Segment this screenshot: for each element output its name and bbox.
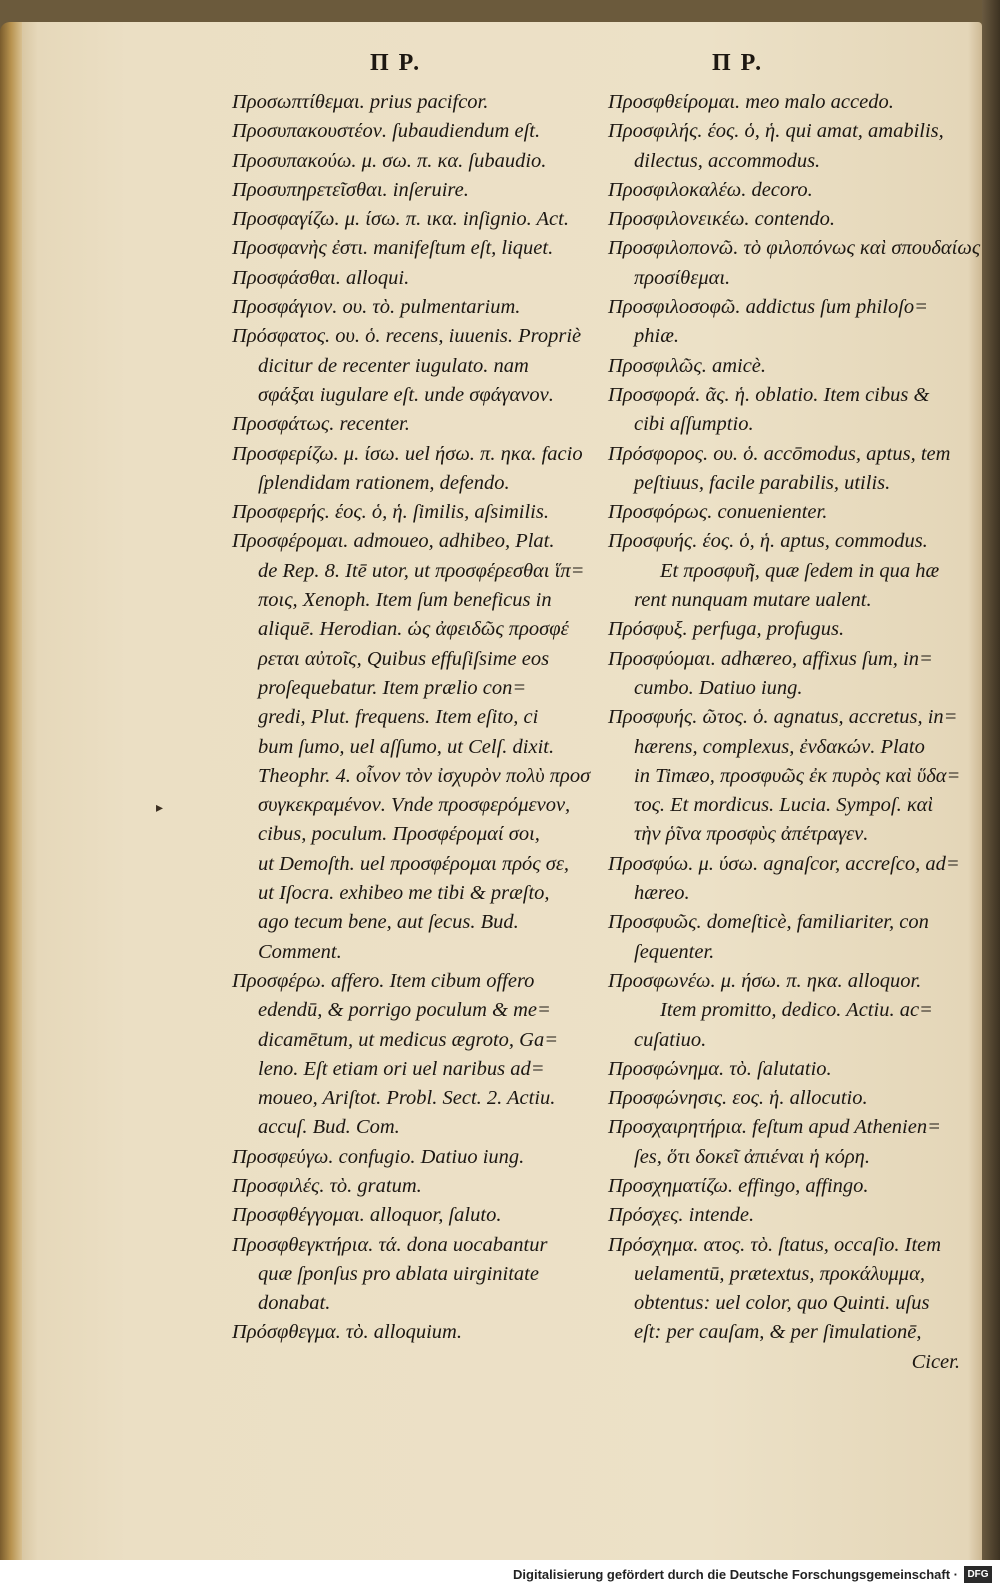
dictionary-entry-line: Πρόσχες. intende. [608,1204,755,1227]
right-column [608,88,981,1377]
entry-continuation-line: proſequebatur. Item prælio con= [258,676,527,699]
dictionary-entry-line: Προσφαγίζω. μ. ίσω. π. ικα. inſignio. Act. [232,208,569,231]
entry-continuation-line: hærens, complexus, ἐνδακών. Plato [634,735,925,758]
dictionary-entry-line: Προσφάγιον. ου. τὸ. pulmentarium. [232,296,521,319]
dictionary-entry-line: Προσφθέγγομαι. alloquor, ſaluto. [232,1204,502,1227]
entry-continuation-line: ago tecum bene, aut ſecus. Bud. [258,911,519,934]
entry-continuation-line: dilectus, accommodus. [634,149,821,172]
dictionary-entry-line: Προσφιλοσοφῶ. addictus ſum philoſo= [608,296,928,319]
dictionary-entry-line: Πρόσφορος. ου. ὁ. accōmodus, aptus, tem [608,442,951,465]
dictionary-entry-line: Προσφυής. έος. ὁ, ἡ. aptus, commodus. [608,530,928,553]
entry-continuation-line: Et προσφυῆ, quæ ſedem in qua hæ [660,559,940,582]
dictionary-entry-line: Προσφιλής. έος. ὁ, ἡ. qui amat, amabilis, [608,120,944,143]
entry-continuation-line: cibus, poculum. Προσφέρομαί σοι, [258,823,540,846]
dictionary-entry-line: Προσφάτως. recenter. [232,413,410,436]
entry-continuation-line: gredi, Plut. frequens. Item eſito, ci [258,706,539,729]
margin-mark: ▸ [156,801,164,816]
dictionary-entry-line: Προσφέρομαι. admoueo, adhibeo, Plat. [232,530,555,553]
entry-continuation-line: uelamentū, prætextus, προκάλυμμα, [634,1262,925,1285]
dictionary-entry-line: Προσφιλοπονῶ. τὸ φιλοπόνως καὶ σπουδαίως [608,237,981,260]
entry-continuation-line: ſplendidam rationem, defendo. [258,471,510,494]
left-column [232,88,591,1348]
entry-continuation-line: συγκεκραμένον. Vnde προσφερόμενον, [258,794,571,817]
dictionary-entry-line: Προσφερής. έος. ὁ, ἡ. ſimilis, aſsimilis. [232,501,549,524]
dictionary-entry-line: Προσφιλοκαλέω. decoro. [608,178,813,201]
dictionary-entry-line: Προσφιλῶς. amicè. [608,354,767,377]
dictionary-entry-line: Προσφύω. μ. ύσω. agnaſcor, accreſco, ad= [608,852,960,875]
dictionary-entry-line: Προσφανὴς ἐστι. manifeſtum eſt, liquet. [232,237,554,260]
entry-continuation-line: obtentus: uel color, quo Quinti. uſus [634,1292,930,1315]
dictionary-entry-line: Προσχαιρητήρια. feſtum apud Athenien= [608,1116,941,1139]
dictionary-entry-line: Προσφερίζω. μ. ίσω. uel ήσω. π. ηκα. facio [232,442,583,465]
entry-continuation-line: προσίθεμαι. [634,266,731,289]
entry-continuation-line: cumbo. Datiuo iung. [634,676,803,699]
entry-continuation-line: ſequenter. [634,940,715,963]
dictionary-entry-line: Προσφύομαι. adhæreo, affixus ſum, in= [608,647,933,670]
dictionary-entry-line: Προσυπακούω. μ. σω. π. κα. ſubaudio. [232,149,547,172]
dictionary-entry-line: Προσωπτίθεμαι. prius pacifcor. [232,91,489,113]
entry-continuation-line: ρεται αὐτοῖς, Quibus effuſiſsime eos [258,647,550,670]
entry-continuation-line: σφάξαι iugulare eſt. unde σφάγανον. [258,383,554,406]
dictionary-entry-line: Προσφώνησις. εος. ἡ. allocutio. [608,1087,868,1110]
dictionary-entry-line: Προσφεύγω. confugio. Datiuo iung. [232,1145,525,1168]
dictionary-entry-line: Πρόσφθεγμα. τὸ. alloquium. [232,1321,462,1344]
dictionary-entry-line: Προσφθεγκτήρια. τά. dona uocabantur [232,1233,548,1256]
entry-continuation-line: donabat. [258,1292,331,1315]
dictionary-entry-line: Προσφυής. ῶτος. ὁ. agnatus, accretus, in= [608,706,958,729]
entry-continuation-line: in Timæo, προσφυῶς ἐκ πυρὸς καὶ ὕδα= [634,764,961,787]
entry-continuation-line: ut Iſocra. exhibeo me tibi & præſto, [258,882,550,905]
dictionary-entry-line: Cicer. [911,1350,960,1373]
entry-continuation-line: Theophr. 4. οἶνον τὸν ἰσχυρὸν πολὺ προσ [258,764,591,787]
dictionary-entry-line: Προσφυῶς. domeſticè, familiariter, con [608,911,929,934]
dictionary-entry-line: Προσφθείρομαι. meo malo accedo. [608,91,894,113]
entry-continuation-line: cuſatiuo. [634,1028,707,1051]
dictionary-entry-line: Προσφιλές. τὸ. gratum. [232,1174,422,1197]
entry-continuation-line: cibi aſſumptio. [634,413,754,436]
entry-continuation-line: ποις, Xenoph. Item ſum beneficus in [258,589,552,612]
page-edge [982,0,1000,1560]
entry-continuation-line: bum ſumo, uel aſſumo, ut Celſ. dixit. [258,735,555,758]
dictionary-entry-line: Προσυπακουστέον. ſubaudiendum eſt. [232,120,541,143]
entry-continuation-line: hæreo. [634,882,690,905]
entry-continuation-line: rent nunquam mutare ualent. [634,589,872,612]
dictionary-entry-line: Προσφάσθαι. alloqui. [232,266,410,289]
entry-continuation-line: de Rep. 8. Itē utor, ut προσφέρεσθαι ἵπ= [258,559,585,582]
footer-credit: Digitalisierung gefördert durch die Deutsche Forschungsgemeinschaft · [513,1567,958,1582]
footer-bar [0,1560,1000,1592]
entry-continuation-line: ut Demoſth. uel προσφέρομαι πρός σε, [258,852,570,875]
dictionary-entry-line: Προσφιλονεικέω. contendo. [608,208,835,231]
dictionary-entry-line: Προσφέρω. affero. Item cibum offero [232,969,535,992]
dictionary-entry-line: Προσφόρως. conuenienter. [608,501,828,524]
entry-continuation-line: τὴν ῥῖνα προσφὺς ἀπέτραγεν. [634,823,869,846]
dictionary-entry-line: Πρόσχημα. ατος. τὸ. ſtatus, occaſio. Item [608,1233,942,1256]
dictionary-entry-line: Πρόσφυξ. perfuga, profugus. [608,618,845,641]
entry-continuation-line: moueo, Ariſtot. Probl. Sect. 2. Actiu. [258,1087,556,1110]
entry-continuation-line: dicamētum, ut medicus ægroto, Ga= [258,1028,559,1051]
entry-continuation-line: τος. Et mordicus. Lucia. Sympoſ. καὶ [634,794,934,817]
dictionary-entry-line: Προσφώνημα. τὸ. ſalutatio. [608,1057,832,1080]
entry-continuation-line: Comment. [258,940,342,963]
entry-continuation-line: Item promitto, dedico. Actiu. ac= [660,999,933,1022]
entry-continuation-line: quæ ſponſus pro ablata uirginitate [258,1262,539,1285]
entry-continuation-line: edendū, & porrigo poculum & me= [258,999,551,1022]
dictionary-entry-line: Προσφωνέω. μ. ήσω. π. ηκα. alloquor. [608,969,922,992]
entry-continuation-line: aliquē. Herodian. ὡς ἀφειδῶς προσφέ [258,618,569,641]
entry-continuation-line: eſt: per cauſam, & per ſimulationē, [634,1321,922,1344]
running-header-right: Π Ρ. [712,50,764,76]
entry-continuation-line: phiæ. [634,325,679,348]
dfg-logo: DFG [964,1566,992,1583]
dictionary-entry-line: Προσυπηρετεῖσθαι. inſeruire. [232,178,469,201]
running-header-left: Π Ρ. [370,50,422,76]
dictionary-entry-line: Προσφορά. ᾶς. ἡ. oblatio. Item cibus & [608,383,930,406]
book-spine [0,22,22,1560]
entry-continuation-line: accuſ. Bud. Com. [258,1116,400,1139]
dictionary-entry-line: Πρόσφατος. ου. ὁ. recens, iuuenis. Propriè [232,325,582,348]
entry-continuation-line: ſes, ὅτι δοκεῖ ἀπιέναι ἡ κόρη. [634,1145,870,1168]
dictionary-entry-line: Προσχηματίζω. effingo, affingo. [608,1174,869,1197]
entry-continuation-line: peſtiuus, facile parabilis, utilis. [634,471,891,494]
entry-continuation-line: leno. Eſt etiam ori uel naribus ad= [258,1057,545,1080]
entry-continuation-line: dicitur de recenter iugulato. nam [258,354,529,377]
